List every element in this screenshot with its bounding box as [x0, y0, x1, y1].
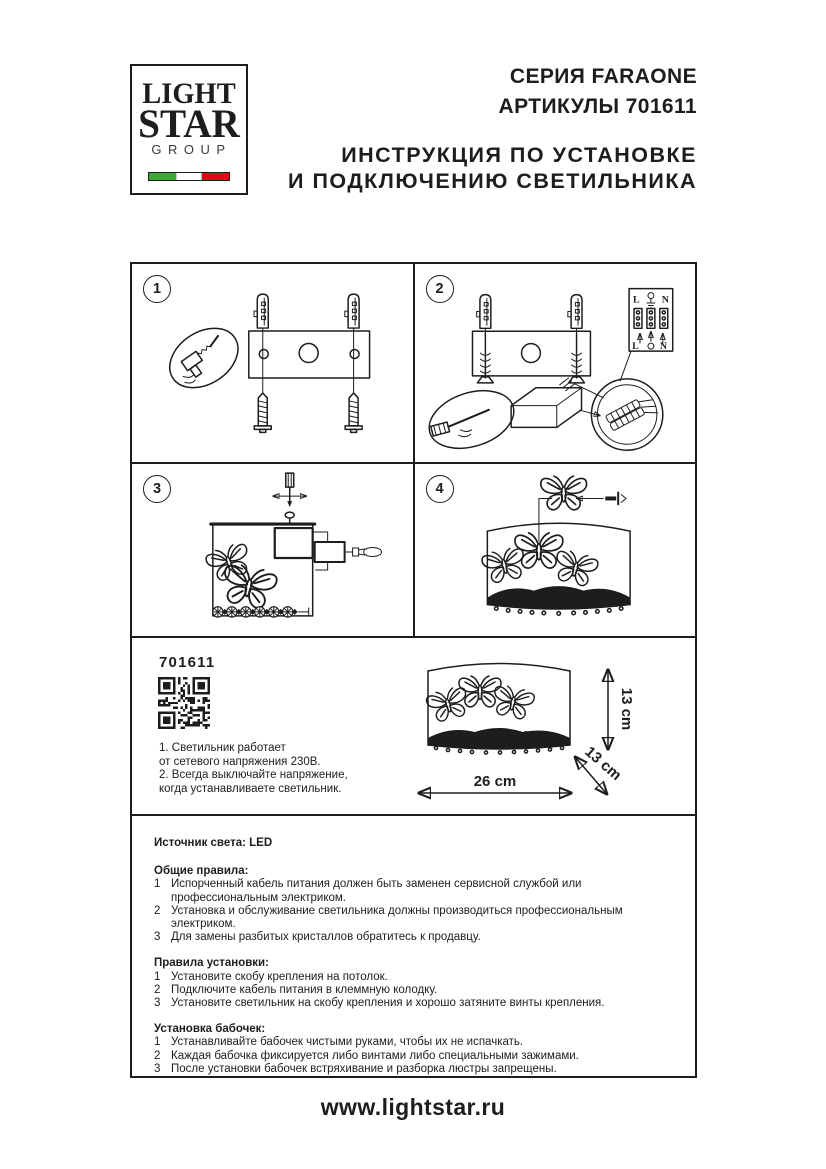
lightstar-logo: [130, 64, 248, 195]
article-number: 701611: [159, 654, 216, 671]
item-number: 3: [154, 1062, 161, 1075]
instruction-title-line1: ИНСТРУКЦИЯ ПО УСТАНОВКЕ: [341, 143, 697, 167]
section-title: Общие правила:: [154, 865, 249, 878]
specs-section-butterflies: [154, 1023, 673, 1076]
item-text: Каждая бабочка фиксируется либо винтами либо специальными зажимами.: [171, 1049, 579, 1062]
step-1-diagram-drill-anchors: [132, 264, 413, 462]
canopy-box: [511, 388, 581, 428]
list-item: [154, 984, 673, 997]
height-dimension-label: 13 cm: [618, 687, 635, 731]
item-number: 3: [154, 931, 161, 944]
crystal-band: [487, 586, 630, 609]
note-line: от сетевого напряжения 230В.: [159, 755, 321, 768]
terminal-label-neutral-bottom: N: [659, 341, 667, 353]
item-text: Устанавливайте бабочек чистыми руками, чтобы их не испачкать.: [171, 1036, 524, 1049]
fixing-screw-icon: [605, 496, 616, 500]
item-text: Установка и обслуживание светильника должны производиться профессиональным электриком.: [171, 904, 623, 931]
safety-notes: [159, 742, 348, 796]
list-item: [154, 905, 673, 931]
terminal-label-live-top: L: [632, 294, 640, 306]
depth-dimension-label: 13 cm: [581, 743, 625, 784]
item-number: 1: [154, 878, 161, 891]
instruction-title: [288, 142, 697, 194]
list-item: [154, 878, 673, 904]
item-number: 2: [154, 1049, 161, 1062]
terminal-label-neutral-top: N: [661, 294, 669, 306]
list-item: [154, 1036, 673, 1049]
italy-flag-stripe: [148, 172, 230, 181]
list-item: [154, 931, 673, 944]
item-text: Испорченный кабель питания должен быть заменен сервисной службой или профессиональным электриком.: [171, 878, 582, 904]
footer-url: www.lightstar.ru: [320, 1094, 506, 1120]
item-text: Установите скобу крепления на потолок.: [171, 970, 388, 983]
hand-drill-icon: [159, 316, 249, 400]
light-source-line: Источник света: LED: [154, 837, 273, 849]
step-1-number: 1: [143, 275, 171, 303]
section-title: Установка бабочек:: [154, 1023, 266, 1036]
lampshade-drum: [428, 664, 570, 672]
step-4-diagram-butterflies: [415, 464, 696, 636]
note-line: 2. Всегда выключайте напряжение,: [159, 769, 348, 782]
list-item: [154, 971, 673, 984]
lampshade-drum: [487, 523, 630, 531]
butterfly-icon: [540, 476, 586, 510]
item-text: Подключите кабель питания в клеммную колодку.: [171, 983, 438, 996]
item-text: После установки бабочек встряхивание и разборка люстры запрещены.: [171, 1062, 557, 1075]
step-1-panel: [132, 264, 415, 462]
mounting-bracket: [249, 331, 370, 378]
item-number: 3: [154, 997, 161, 1010]
specs-section-install: [154, 957, 673, 1010]
specs-section-general: [154, 865, 673, 944]
crystal-band: [428, 728, 570, 749]
butterfly-icon: [551, 548, 599, 588]
qr-code: [158, 677, 210, 729]
section-title: Правила установки:: [154, 957, 269, 970]
step-3-number: 3: [143, 475, 171, 503]
step-4-panel: [415, 464, 696, 636]
terminal-label-live-bottom: L: [631, 341, 639, 353]
list-item: [154, 1063, 673, 1076]
instruction-board: [130, 262, 697, 1078]
step-3-panel: [132, 464, 415, 636]
flag-green-band: [149, 173, 176, 180]
note-line: 1. Светильник работает: [159, 742, 286, 754]
item-number: 1: [154, 970, 161, 983]
flag-red-band: [202, 173, 229, 180]
instruction-title-line2: И ПОДКЛЮЧЕНИЮ СВЕТИЛЬНИКА: [288, 169, 697, 193]
step-4-number: 4: [426, 475, 454, 503]
list-item: [154, 1050, 673, 1063]
flag-white-band: [176, 173, 203, 180]
item-number: 2: [154, 983, 161, 996]
width-dimension-label: 26 cm: [473, 773, 517, 790]
dimension-drawing: [400, 638, 697, 814]
article-title: АРТИКУЛЫ 701611: [498, 95, 697, 118]
item-number: 2: [154, 904, 161, 917]
logo-word-group: GROUP: [151, 142, 232, 157]
item-number: 1: [154, 1036, 161, 1049]
specs-panel: [132, 816, 695, 1076]
item-text: Для замены разбитых кристаллов обратитесь к продавцу.: [171, 931, 481, 944]
product-info-panel: [132, 638, 695, 816]
step-2-diagram-wiring: [415, 264, 696, 462]
butterfly-icon: [204, 541, 253, 583]
board-row-2: [132, 464, 695, 638]
list-item: [154, 997, 673, 1010]
step-2-panel: [415, 264, 696, 462]
hand-screwdriver-icon: [421, 381, 520, 459]
document-header: [288, 62, 697, 194]
item-text: Установите светильник на скобу крепления и хорошо затяните винты крепления.: [171, 997, 605, 1010]
step-3-diagram-fix-lamp: [132, 464, 413, 636]
butterfly-icon: [219, 562, 278, 611]
driver-box: [275, 528, 313, 558]
earth-icon: [646, 299, 654, 308]
plug-connector-icon: [364, 548, 382, 557]
series-title: СЕРИЯ FARAONE: [509, 65, 697, 88]
logo-word-star: STAR: [138, 101, 240, 146]
logo-word-light: LIGHT: [142, 77, 236, 110]
board-row-1: [132, 264, 695, 464]
step-2-number: 2: [426, 275, 454, 303]
note-line: когда устанавливаете светильник.: [159, 782, 342, 795]
